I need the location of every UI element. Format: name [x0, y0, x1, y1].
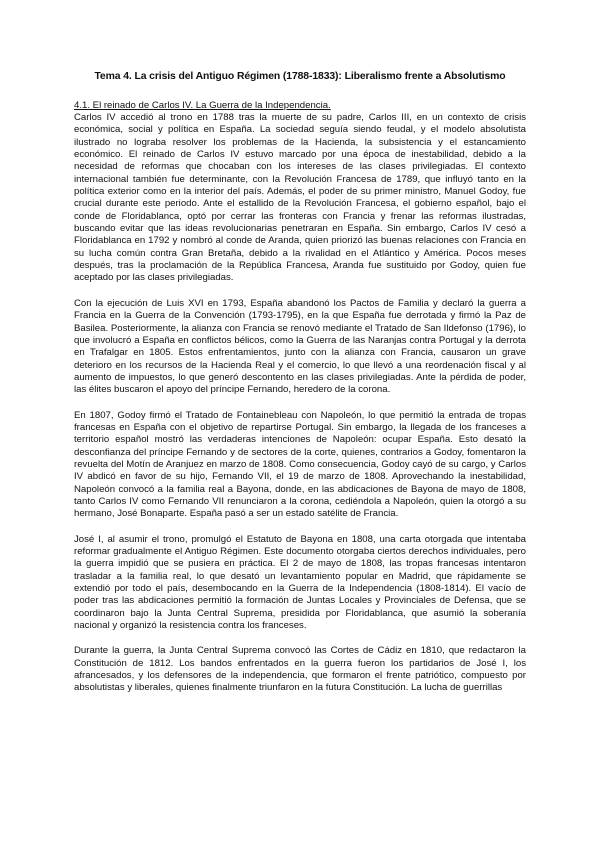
section-heading: 4.1. El reinado de Carlos IV. La Guerra de la Independencia.	[74, 100, 331, 111]
paragraph-1: Carlos IV accedió al trono en 1788 tras la muerte de su padre, Carlos III, en un contexto de crisis económica, social y política en España. La sociedad seguía siendo feudal, y el modelo absolutista ilustrado no lograba resolver los problemas de la Hacienda, la subsistencia y el estancamiento económico. El reinado de Carlos IV estuvo marcado por una época de inestabilidad, debido a la necesidad de reformas que chocaban con los intereses de las clases privilegiadas. El contexto internacional también fue determinante, con la Revolución Francesa de 1789, que influyó tanto en la política exterior como en la interior del país. Además, el poder de su primer ministro, Manuel Godoy, fue crucial durante este periodo. Ante el estallido de la Revolución Francesa, el gobierno español, bajo el conde de Floridablanca, optó por cerrar las fronteras con Francia y frenar las reformas ilustradas, buscando evitar que las ideas revolucionarias penetraran en España. Sin embargo, Carlos IV cesó a Floridablanca en 1792 y nombró al conde de Aranda, quien priorizó las buenas relaciones con Francia en su lucha común contra Gran Bretaña, debido a la rivalidad en el Atlántico y América. Pocos meses después, tras la proclamación de la República Francesa, Aranda fue sustituido por Godoy, quien fue aceptado por las clases privilegiadas.	[74, 112, 526, 284]
paragraph-5: Durante la guerra, la Junta Central Suprema convocó las Cortes de Cádiz en 1810, que redactaron la Constitución de 1812. Los bandos enfrentados en la guerra fueron los partidarios de José I, los afrancesados, y los defensores de la independencia, que formaron el frente patriótico, compuesto por absolutistas y liberales, quienes finalmente triunfaron en la futura Constitución. La lucha de guerrillas	[74, 645, 526, 694]
paragraph-3: En 1807, Godoy firmó el Tratado de Fontainebleau con Napoleón, lo que permitió la entrada de tropas francesas en España con el objetivo de repartirse Portugal. Sin embargo, la llegada de los franceses a territorio español mostró las verdaderas intenciones de Napoleón: ocupar España. Esto desató la desconfianza del príncipe Fernando y de sectores de la corte, quienes, contrarios a Godoy, fomentaron la revuelta del Motín de Aranjuez en marzo de 1808. Como consecuencia, Godoy cayó de su cargo, y Carlos IV abdicó en favor de su hijo, Fernando VII, el 19 de marzo de 1808. Aprovechando la inestabilidad, Napoleón convocó a la familia real a Bayona, donde, en las abdicaciones de Bayona de mayo de 1808, tanto Carlos IV como Fernando VII renunciaron a la corona, cediéndola a Napoleón, quien la otorgó a su hermano, José Bonaparte. España pasó a ser un estado satélite de Francia.	[74, 409, 526, 520]
page-title: Tema 4. La crisis del Antiguo Régimen (1788-1833): Liberalismo frente a Absolutismo	[94, 71, 506, 82]
paragraph-4: José I, al asumir el trono, promulgó el Estatuto de Bayona en 1808, una carta otorgada que intentaba reformar gradualmente el Antiguo Régimen. Este documento otorgaba ciertos derechos individuales, pero la guerra impidió que se pusiera en práctica. El 2 de mayo de 1808, las tropas francesas intentaron trasladar a la familia real, lo que desató un levantamiento popular en Madrid, que rápidamente se extendió por todo el país, desembocando en la Guerra de la Independencia (1808-1814). El vacío de poder tras las abdicaciones permitió la formación de Juntas Locales y Provinciales de Defensa, que se coordinaron bajo la Junta Central Suprema, presidida por Floridablanca, que asumió la soberanía nacional y organizó la resistencia contra los franceses.	[74, 533, 526, 632]
paragraph-2: Con la ejecución de Luis XVI en 1793, España abandonó los Pactos de Familia y declaró la guerra a Francia en la Guerra de la Convención (1793-1795), en la que España fue derrotada y firmó la Paz de Basilea. Posteriormente, la alianza con Francia se renovó mediante el Tratado de San Ildefonso (1796), lo que involucró a España en conflictos bélicos, como la Guerra de las Naranjas contra Portugal y la derrota en Trafalgar en 1805. Estos enfrentamientos, junto con la alianza con Francia, causaron un grave deterioro en los recursos de la Hacienda Real y el comercio, lo que llevó a una reordenación fiscal y al aumento de impuestos, lo que generó descontento en las clases privilegiadas. Ante la pérdida de poder, las élites buscaron el apoyo del príncipe Fernando, heredero de la corona.	[74, 297, 526, 396]
document-body	[74, 100, 526, 708]
